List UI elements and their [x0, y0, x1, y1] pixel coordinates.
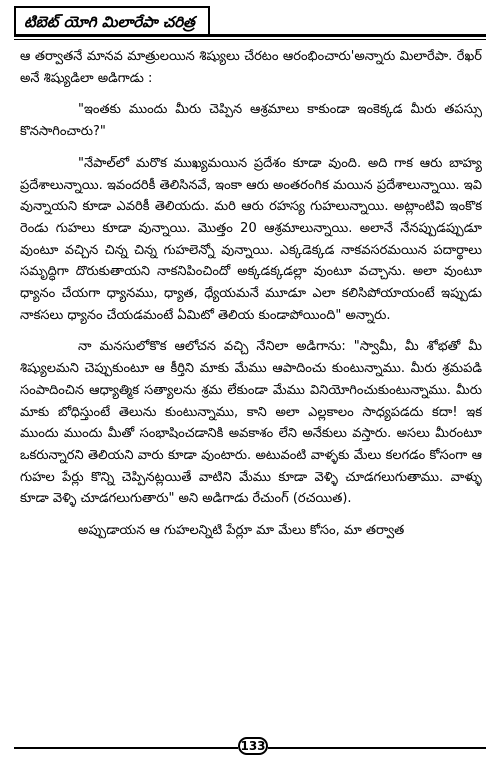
- page-number: 133: [238, 737, 268, 755]
- running-header: [14, 6, 210, 36]
- page-body: [20, 46, 482, 706]
- paragraph-3: "నేపాల్‌లో మరొక ముఖ్యమయిన ప్రదేశం కూడా వుంది. అది గాక ఆరు బాహ్య ప్రదేశాలున్నాయి. ఇవందరికీ తెలిసినవే, ఇంకా ఆరు అంతరంగిక మయిన ప్రదేశాలున్నాయి. ఇవి వున్నాయని కూడా ఎవరికీ తెలియదు. మరి ఆరు రహస్య గుహలున్నాయి. అట్లాంటివి ఇంకొక రెండు గుహలు కూడా వున్నాయి. మొత్తం 20 ఆశ్రమాలున్నాయి. అలానే నేనప్పుడప్పుడూ వుంటూ వచ్చిన చిన్న చిన్న గుహలెన్నో వున్నాయి. ఎక్కడెక్కడ నాకవసరమయిన పదార్థాలు సమృద్ధిగా దొరుకుతాయని నాకనిపించిందో అక్కడక్కడల్లా వుంటూ వచ్చాను. అలా వుంటూ ధ్యానం చేయగా ధ్యానము, ధ్యాత, ధ్యేయమనే మూడూ ఎలా కలిసిపోయాయంటే ఇప్పుడు నాకసలు ధ్యానం చేయడమంటే ఏమిటో తెలియ కుండాపోయింది" అన్నారు.: [20, 155, 482, 323]
- paragraph-4: నా మనసులోకొక ఆలోచన వచ్చి నేనిలా అడిగాను: "స్వామీ, మీ శోభతో మీ శిష్యులమని చెప్పుకుంటూ ఆ కీర్తిని మాకు మేము ఆపాదించు కుంటున్నాము. మీరు శ్రమపడి సంపాదించిన ఆధ్యాత్మిక సత్యాలను శ్రమ లేకుండా మేము వినియోగించుకుంటున్నాము. మీరు మాకు బోధిస్తుంటే తెలును కుంటున్నాము, కాని అలా ఎల్లకాలం సాధ్యపడదు కదా! ఇక ముందు ముందు మీతో సంభాషించడానికి అవకాశం లేని అనేకులు వస్తారు. అసలు మీరంటూ ఒకరున్నారని తెలియని వారు కూడా వుంటారు. అటువంటి వాళ్ళకు మేలు కలగడం కోసంగా ఆ గుహల పేర్లు కొన్ని చెప్పినట్లయితే వాటిని మేము కూడా వెళ్ళి చూడగలుగుతాము. వాళ్ళు కూడా వెళ్ళి చూడగలుగుతారు" అని అడిగాడు రేచుంగ్ (రచయిత).: [20, 339, 482, 507]
- paragraph-1: ఆ తర్వాతనే మానవ మాత్రులయిన శిష్యులు చేరటం ఆరంభించారు'అన్నారు మిలారేపా. రేఖర్ అనే శిష్యుడిలా అడిగాడు :: [20, 49, 482, 86]
- paragraph-5: అప్పుడాయన ఆ గుహలన్నిటి పేర్లూ మా మేలు కోసం, మా తర్వాత: [78, 523, 405, 539]
- header-rule: [14, 34, 486, 37]
- header-rule-thin: [14, 39, 486, 40]
- paragraph-2: "ఇంతకు ముందు మీరు చెప్పిన ఆశ్రమాలు కాకుండా ఇంకెక్కడ మీరు తపస్సు కొనసాగించారు?": [20, 102, 482, 140]
- book-title: టిబెట్ యోగి మిలారేపా చరిత్ర: [24, 13, 195, 31]
- footer-rule-left: [14, 747, 238, 749]
- footer-rule-right: [268, 747, 486, 749]
